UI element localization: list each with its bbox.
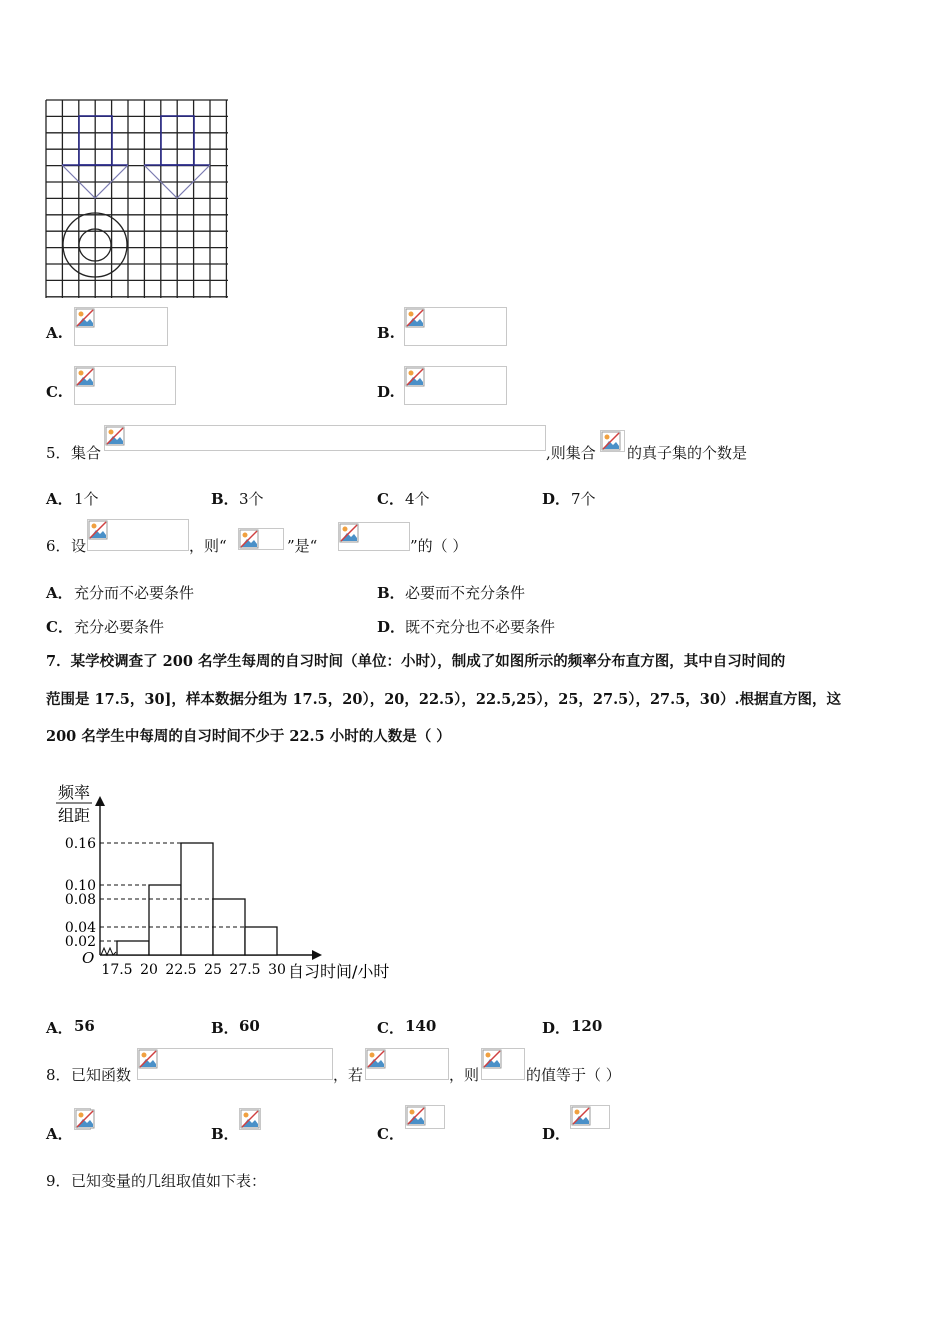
q7-line2: 范围是 17.5，30]，样本数据分组为 17.5，20），20，22.5），22.5,25），25，27.5），27.5，30）.根据直方图，这 bbox=[46, 691, 842, 708]
q8-option-d-image bbox=[570, 1105, 610, 1129]
broken-image-icon bbox=[138, 1049, 158, 1069]
q8-option-c-image bbox=[405, 1105, 445, 1129]
q7-option-a-label: A． bbox=[46, 1019, 73, 1037]
q5-set2-image bbox=[600, 430, 625, 452]
q6-number: 6． bbox=[46, 537, 71, 555]
q6-option-c-label: C． bbox=[46, 618, 73, 636]
broken-image-icon bbox=[405, 308, 425, 328]
q7-option-c-label: C． bbox=[377, 1019, 404, 1037]
bar-4 bbox=[245, 927, 277, 955]
q5-set-image bbox=[104, 425, 546, 451]
broken-image-icon bbox=[75, 367, 95, 387]
y-label-top: 频率 bbox=[57, 783, 91, 802]
q7-option-b-text: 60 bbox=[239, 1017, 260, 1035]
q6-option-b-text: 必要而不充分条件 bbox=[405, 584, 526, 602]
x-tick-label-5: 30 bbox=[268, 962, 286, 978]
q8-text4: 的值等于（ ） bbox=[526, 1066, 621, 1084]
q6-p-image bbox=[238, 528, 284, 550]
q7-line1: 7．某学校调查了 200 名学生每周的自习时间（单位：小时），制成了如图所示的频率分布直方图，其中自习时间的 bbox=[46, 653, 786, 670]
q9-number: 9． bbox=[46, 1172, 71, 1190]
q4-option-b-image bbox=[404, 307, 507, 346]
q5-option-d-label: D． bbox=[542, 490, 571, 508]
y-label-bottom: 组距 bbox=[57, 806, 91, 825]
q5-option-c-text: 4个 bbox=[405, 490, 430, 508]
q8-text2: ，若 bbox=[333, 1066, 364, 1084]
q7-option-c-text: 140 bbox=[405, 1017, 437, 1035]
grid-figure bbox=[44, 98, 232, 300]
broken-image-icon bbox=[88, 520, 108, 540]
q6-option-b-label: B． bbox=[377, 584, 405, 602]
x-tick-label-2: 22.5 bbox=[165, 962, 197, 978]
broken-image-icon bbox=[239, 529, 259, 549]
y-tick-label-2: 0.08 bbox=[64, 892, 96, 908]
q6-option-a-text: 充分而不必要条件 bbox=[74, 584, 195, 602]
q6-text3: ”是“ bbox=[287, 537, 318, 555]
q6-option-c-text: 充分必要条件 bbox=[74, 618, 165, 636]
q8-number: 8． bbox=[46, 1066, 71, 1084]
x-tick-label-3: 25 bbox=[204, 962, 222, 978]
x-axis-label: 自习时间/小时 bbox=[288, 962, 390, 981]
q6-q-image bbox=[338, 522, 410, 551]
q6-option-d-label: D． bbox=[377, 618, 406, 636]
axis-break bbox=[101, 948, 116, 955]
q4-option-c-image bbox=[74, 366, 176, 405]
q5-option-a-label: A． bbox=[46, 490, 73, 508]
q8-cond-image bbox=[365, 1048, 449, 1080]
q6-option-d-text: 既不充分也不必要条件 bbox=[405, 618, 556, 636]
x-tick-label-1: 20 bbox=[140, 962, 158, 978]
q8-func-image bbox=[137, 1048, 333, 1080]
q4-option-a-label: A. bbox=[46, 324, 63, 342]
q9-text: 已知变量的几组取值如下表： bbox=[71, 1172, 267, 1190]
q5-option-d-text: 7个 bbox=[571, 490, 596, 508]
q4-option-a-image bbox=[74, 307, 168, 346]
q8-text1: 已知函数 bbox=[71, 1066, 132, 1084]
q6-option-a-label: A． bbox=[46, 584, 73, 602]
q5-option-b-text: 3个 bbox=[239, 490, 264, 508]
q5-text1: 集合 bbox=[71, 444, 102, 462]
broken-image-icon bbox=[75, 308, 95, 328]
q8-option-b-image bbox=[239, 1108, 261, 1130]
broken-image-icon bbox=[601, 431, 621, 451]
q6-text2: ，则“ bbox=[189, 537, 227, 555]
q8-option-c-label: C． bbox=[377, 1125, 404, 1143]
x-tick-label-0: 17.5 bbox=[101, 962, 133, 978]
y-tick-label-4: 0.02 bbox=[64, 934, 96, 950]
q4-option-d-label: D. bbox=[377, 383, 395, 401]
broken-image-icon bbox=[406, 1106, 426, 1126]
q8-option-b-label: B． bbox=[211, 1125, 239, 1143]
q8-expr-image bbox=[481, 1048, 525, 1080]
q5-number: 5． bbox=[46, 444, 71, 462]
q8-option-a-image bbox=[74, 1108, 91, 1130]
y-tick-label-0: 0.16 bbox=[64, 836, 96, 852]
broken-image-icon bbox=[405, 367, 425, 387]
q5-option-c-label: C． bbox=[377, 490, 404, 508]
q4-option-c-label: C. bbox=[46, 383, 63, 401]
broken-image-icon bbox=[240, 1109, 260, 1129]
q5-text3: 的真子集的个数是 bbox=[627, 444, 748, 462]
broken-image-icon bbox=[105, 426, 125, 446]
histogram-chart bbox=[50, 778, 410, 988]
q7-option-b-label: B． bbox=[211, 1019, 239, 1037]
q8-option-a-label: A． bbox=[46, 1125, 73, 1143]
q6-text1: 设 bbox=[71, 537, 87, 555]
y-axis-arrow bbox=[95, 796, 105, 806]
q8-text3: ，则 bbox=[449, 1066, 480, 1084]
bar-0 bbox=[117, 941, 149, 955]
origin-label: O bbox=[82, 949, 95, 967]
x-axis-arrow bbox=[312, 950, 322, 960]
q7-option-d-label: D． bbox=[542, 1019, 571, 1037]
q6-text4: ”的（ ） bbox=[410, 537, 468, 555]
q4-option-d-image bbox=[404, 366, 507, 405]
broken-image-icon bbox=[482, 1049, 502, 1069]
broken-image-icon bbox=[571, 1106, 591, 1126]
q7-option-a-text: 56 bbox=[74, 1017, 95, 1035]
bar-1 bbox=[149, 885, 181, 955]
q4-option-b-label: B. bbox=[377, 324, 395, 342]
y-tick-label-1: 0.10 bbox=[64, 878, 96, 894]
q5-option-a-text: 1个 bbox=[74, 490, 99, 508]
q6-cond-image bbox=[87, 519, 189, 551]
q7-line3: 200 名学生中每周的自习时间不少于 22.5 小时的人数是（ ） bbox=[46, 728, 451, 745]
y-tick-label-3: 0.04 bbox=[64, 920, 96, 936]
q5-option-b-label: B． bbox=[211, 490, 239, 508]
broken-image-icon bbox=[339, 523, 359, 543]
q8-option-d-label: D． bbox=[542, 1125, 571, 1143]
q5-text2: ,则集合 bbox=[546, 444, 596, 462]
broken-image-icon bbox=[75, 1109, 95, 1129]
broken-image-icon bbox=[366, 1049, 386, 1069]
x-tick-label-4: 27.5 bbox=[229, 962, 261, 978]
q7-option-d-text: 120 bbox=[571, 1017, 603, 1035]
